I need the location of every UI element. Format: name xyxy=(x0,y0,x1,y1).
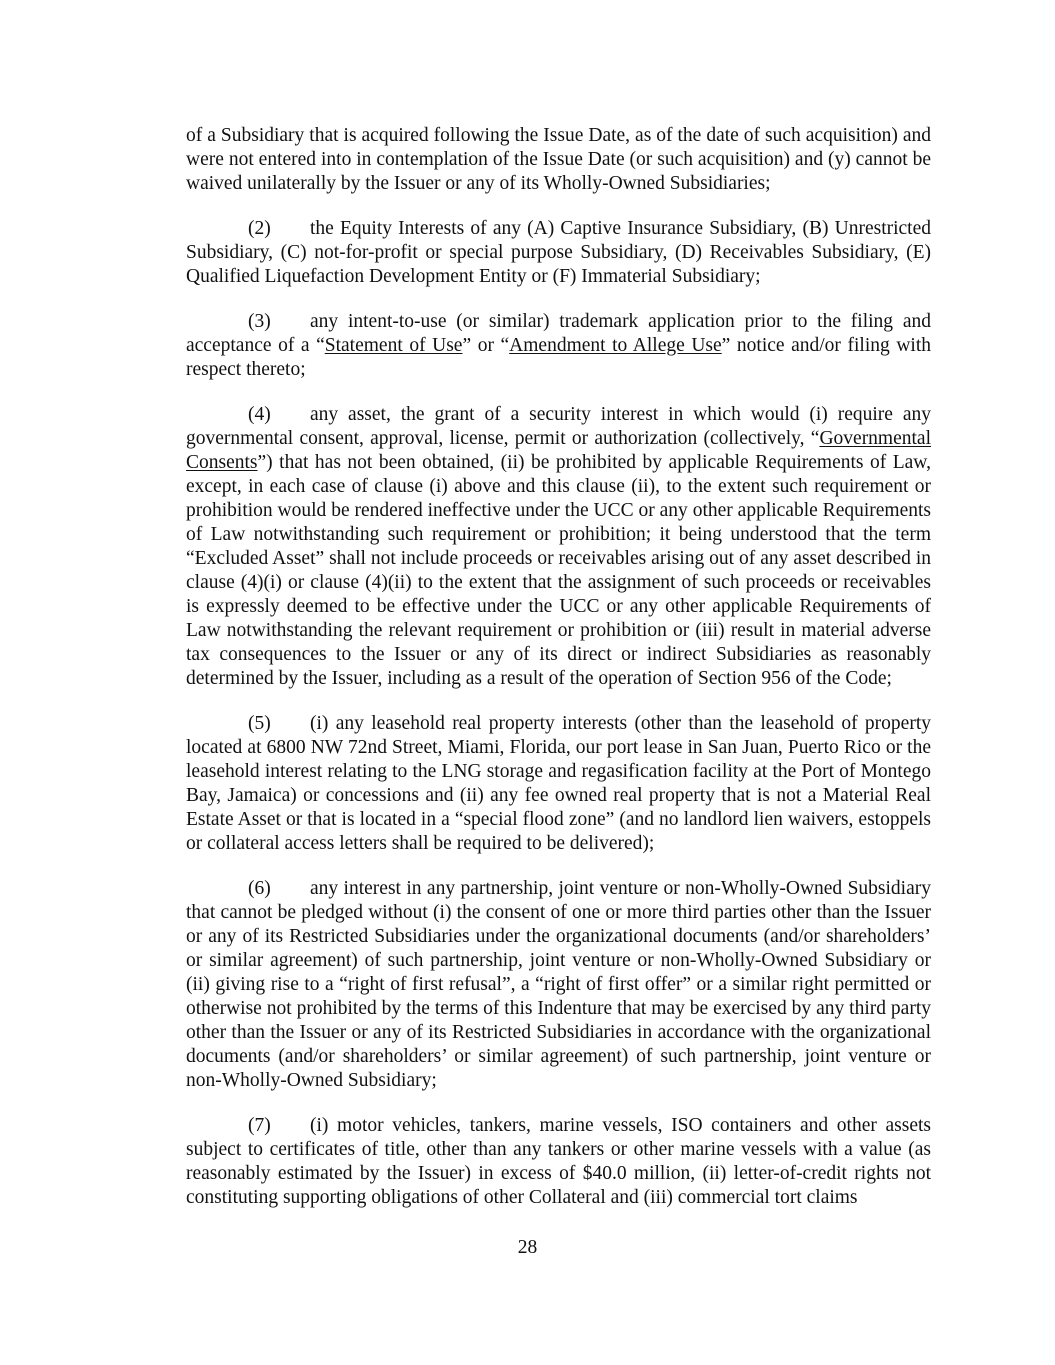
paragraph-text: ”) that has not been obtained, (ii) be prohibited by applicable Requirements of Law, except, in each case of clause (i) above and this clause (ii), to the extent such requirement or prohibition would be rendered ineffective under the UCC or any other applicable Requirements of Law notwithstanding such requirement or prohibition; it being understood that the term “Excluded Asset” shall not include proceeds or receivables arising out of any asset described in clause (4)(i) or clause (4)(ii) to the extent that the assignment of such proceeds or receivables is expressly deemed to be effective under the UCC or any other applicable Requirements of Law notwithstanding the relevant requirement or prohibition or (iii) result in material adverse tax consequences to the Issuer or any of its direct or indirect Subsidiaries as reasonably determined by the Issuer, including as a result of the operation of Section 956 of the Code; xyxy=(186,452,931,689)
defined-term-governmental-consents: Governmental Consents xyxy=(186,428,931,473)
paragraph-text: ” notice and/or filing with respect thereto; xyxy=(186,335,931,380)
paragraph-continuation xyxy=(186,124,931,196)
item-number: (3) xyxy=(248,311,271,332)
paragraph-item-7 xyxy=(186,1114,931,1210)
item-number: (7) xyxy=(248,1115,271,1136)
item-number: (6) xyxy=(248,878,271,899)
paragraph-item-2 xyxy=(186,217,931,289)
defined-term-amendment-to-allege-use: Amendment to Allege Use xyxy=(509,335,722,356)
item-number: (5) xyxy=(248,713,271,734)
paragraph-item-5 xyxy=(186,712,931,856)
paragraph-text: ” or “ xyxy=(462,335,510,356)
paragraph-text: any intent-to-use (or similar) trademark application prior to the filing and acceptance of a “ xyxy=(186,311,931,356)
paragraph-item-6 xyxy=(186,877,931,1093)
paragraph-item-4 xyxy=(186,403,931,691)
paragraph-text: any asset, the grant of a security interest in which would (i) require any governmental consent, approval, license, permit or authorization (collectively, “ xyxy=(186,404,931,449)
paragraph-text: the Equity Interests of any (A) Captive Insurance Subsidiary, (B) Unrestricted Subsidiary, (C) not-for-profit or special purpose Subsidiary, (D) Receivables Subsidiary, (E) Qualified Liquefaction Development Entity or (F) Immaterial Subsidiary; xyxy=(186,218,931,287)
paragraph-text: any interest in any partnership, joint venture or non-Wholly-Owned Subsidiary that cannot be pledged without (i) the consent of one or more third parties other than the Issuer or any of its Restricted Subsidiaries under the organizational documents (and/or shareholders’ or similar agreement) of such partnership, joint venture or non-Wholly-Owned Subsidiary or (ii) giving rise to a “right of first refusal”, a “right of first offer” or a similar right permitted or otherwise not prohibited by the terms of this Indenture that may be exercised by any third party other than the Issuer or any of its Restricted Subsidiaries in accordance with the organizational documents (and/or shareholders’ or similar agreement) of such partnership, joint venture or non-Wholly-Owned Subsidiary; xyxy=(186,878,931,1091)
page-number: 28 xyxy=(517,1237,538,1258)
paragraph-text: (i) motor vehicles, tankers, marine vessels, ISO containers and other assets subject to certificates of title, other than any tankers or other marine vessels with a value (as reasonably estimated by the Issuer) in excess of $40.0 million, (ii) letter-of-credit rights not constituting supporting obligations of other Collateral and (iii) commercial tort claims xyxy=(186,1115,931,1208)
document-page xyxy=(186,124,931,1210)
item-number: (2) xyxy=(248,218,271,239)
paragraph-text: (i) any leasehold real property interests (other than the leasehold of property located at 6800 NW 72nd Street, Miami, Florida, our port lease in San Juan, Puerto Rico or the leasehold interest relating to the LNG storage and regasification facility at the Port of Montego Bay, Jamaica) or concessions and (ii) any fee owned real property that is not a Material Real Estate Asset or that is located in a “special flood zone” (and no landlord lien waivers, estoppels or collateral access letters shall be required to be delivered); xyxy=(186,713,931,854)
defined-term-statement-of-use: Statement of Use xyxy=(324,335,463,356)
item-number: (4) xyxy=(248,404,271,425)
paragraph-item-3 xyxy=(186,310,931,382)
paragraph-text: of a Subsidiary that is acquired following the Issue Date, as of the date of such acquisition) and were not entered into in contemplation of the Issue Date (or such acquisition) and (y) cannot be waived unilaterally by the Issuer or any of its Wholly-Owned Subsidiaries; xyxy=(186,125,931,194)
